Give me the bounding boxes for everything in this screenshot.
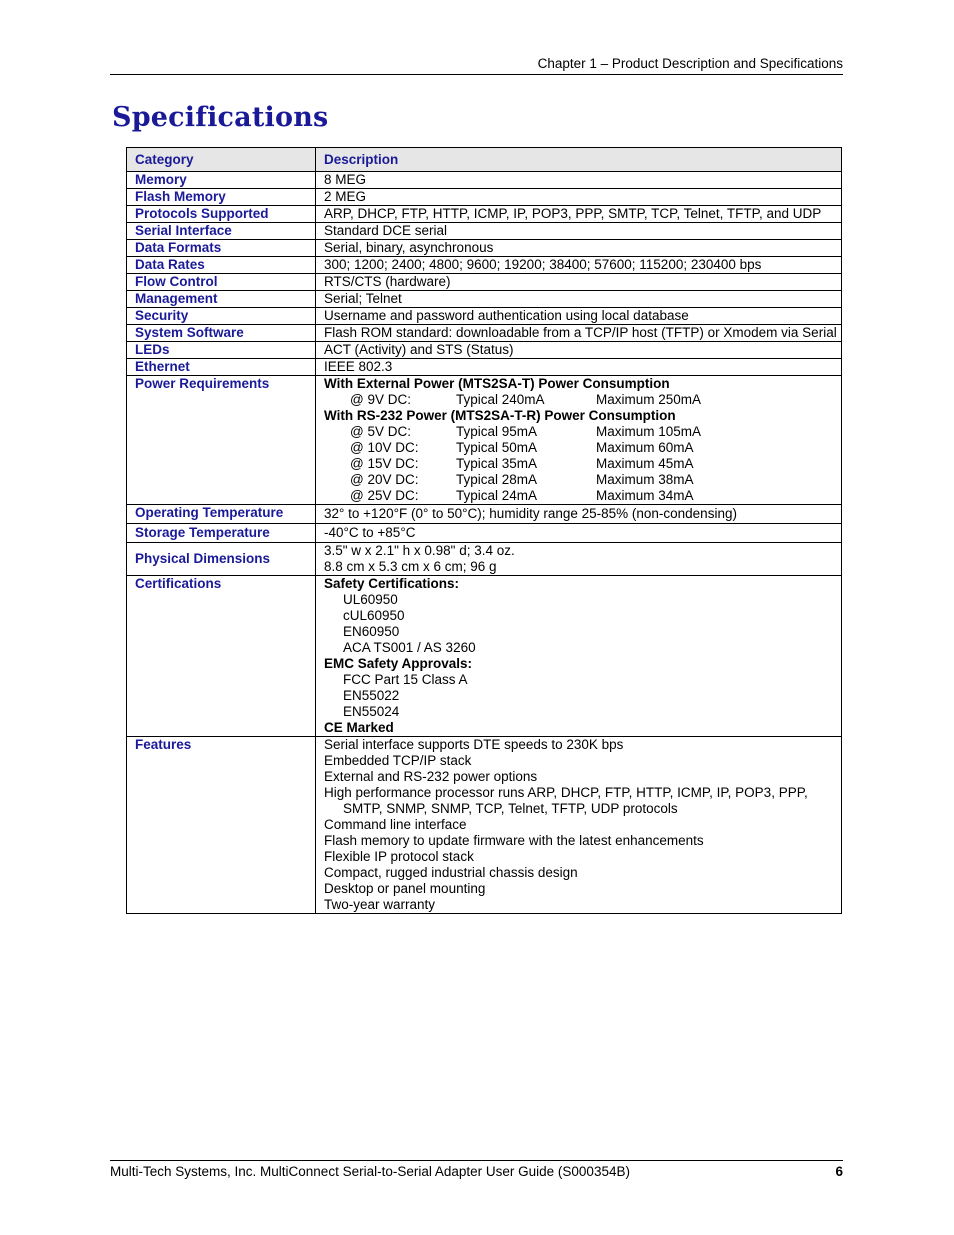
row-description: Username and password authentication using local database xyxy=(316,308,842,325)
feature-item: Two-year warranty xyxy=(324,897,436,912)
power-requirements-row xyxy=(127,376,842,505)
power-typical: Typical 95mA xyxy=(456,424,538,439)
chapter-title: Chapter 1 – Product Description and Specifications xyxy=(537,56,843,71)
row-category: Memory xyxy=(127,172,316,189)
certification-item: EN55022 xyxy=(343,688,400,703)
row-description: 8 MEG xyxy=(316,172,842,189)
row-category: Data Rates xyxy=(127,257,316,274)
row-description: 300; 1200; 2400; 4800; 9600; 19200; 38400; 57600; 115200; 230400 bps xyxy=(316,257,842,274)
row-description: Standard DCE serial xyxy=(316,223,842,240)
row-category: Features xyxy=(127,737,316,914)
ce-marked: CE Marked xyxy=(324,720,394,735)
power-typical: Typical 24mA xyxy=(456,488,538,503)
description-header: Description xyxy=(316,148,842,172)
power-typical: Typical 28mA xyxy=(456,472,538,487)
row-category: Data Formats xyxy=(127,240,316,257)
row-category: System Software xyxy=(127,325,316,342)
row-description: RTS/CTS (hardware) xyxy=(316,274,842,291)
features-row xyxy=(127,737,842,914)
row-category: Protocols Supported xyxy=(127,206,316,223)
power-maximum: Maximum 60mA xyxy=(596,440,694,455)
row-category: Storage Temperature xyxy=(127,524,316,543)
row-category: Serial Interface xyxy=(127,223,316,240)
feature-item: Flash memory to update firmware with the latest enhancements xyxy=(324,833,704,848)
dimensions-imperial: 3.5" w x 2.1" h x 0.98" d; 3.4 oz. xyxy=(324,543,515,558)
power-line xyxy=(324,456,841,472)
row-description: ARP, DHCP, FTP, HTTP, ICMP, IP, POP3, PPP, SMTP, TCP, Telnet, TFTP, and UDP xyxy=(316,206,842,223)
table-row xyxy=(127,274,842,291)
power-typical: Typical 240mA xyxy=(456,392,545,407)
rs232-power-heading: With RS-232 Power (MTS2SA-T-R) Power Consumption xyxy=(324,408,676,423)
table-row xyxy=(127,342,842,359)
row-category: Ethernet xyxy=(127,359,316,376)
features-description xyxy=(316,737,842,914)
page-title: Specifications xyxy=(112,102,329,133)
table-row xyxy=(127,257,842,274)
table-row xyxy=(127,524,842,543)
certifications-row xyxy=(127,576,842,737)
table-row xyxy=(127,359,842,376)
power-description xyxy=(316,376,842,505)
external-power-heading: With External Power (MTS2SA-T) Power Consumption xyxy=(324,376,670,391)
table-header-row xyxy=(127,148,842,172)
row-category: Management xyxy=(127,291,316,308)
table-row xyxy=(127,325,842,342)
power-typical: Typical 35mA xyxy=(456,456,538,471)
safety-heading: Safety Certifications: xyxy=(324,576,460,591)
row-description: Serial, binary, asynchronous xyxy=(316,240,842,257)
table-row xyxy=(127,543,842,576)
table-row xyxy=(127,206,842,223)
row-category: Operating Temperature xyxy=(127,505,316,524)
row-description: 2 MEG xyxy=(316,189,842,206)
row-description: 32° to +120°F (0° to 50°C); humidity range 25-85% (non-condensing) xyxy=(316,505,842,524)
power-voltage: @ 10V DC: xyxy=(350,440,419,455)
row-description: IEEE 802.3 xyxy=(316,359,842,376)
dimensions-metric: 8.8 cm x 5.3 cm x 6 cm; 96 g xyxy=(324,559,497,574)
page-footer xyxy=(110,1160,843,1179)
page-number: 6 xyxy=(835,1164,843,1179)
power-line xyxy=(324,424,841,440)
row-category: Power Requirements xyxy=(127,376,316,505)
row-description: -40°C to +85°C xyxy=(316,524,842,543)
power-line xyxy=(324,392,841,408)
power-line xyxy=(324,488,841,504)
certification-item: ACA TS001 / AS 3260 xyxy=(343,640,476,655)
feature-item: High performance processor runs ARP, DHCP, FTP, HTTP, ICMP, IP, POP3, PPP, SMTP, SNMP, SNMP, TCP, Telnet, TFTP, UDP protocols xyxy=(324,785,808,816)
feature-item: Command line interface xyxy=(324,817,467,832)
footer-text: Multi-Tech Systems, Inc. MultiConnect Serial-to-Serial Adapter User Guide (S000354B) xyxy=(110,1164,630,1179)
power-maximum: Maximum 38mA xyxy=(596,472,694,487)
table-row xyxy=(127,223,842,240)
power-voltage: @ 5V DC: xyxy=(350,424,411,439)
power-voltage: @ 15V DC: xyxy=(350,456,419,471)
certification-item: cUL60950 xyxy=(343,608,405,623)
table-row xyxy=(127,189,842,206)
power-voltage: @ 9V DC: xyxy=(350,392,411,407)
table-row xyxy=(127,291,842,308)
row-category: Flash Memory xyxy=(127,189,316,206)
row-description: ACT (Activity) and STS (Status) xyxy=(316,342,842,359)
power-voltage: @ 25V DC: xyxy=(350,488,419,503)
specifications-table xyxy=(126,147,842,914)
row-category: Physical Dimensions xyxy=(127,543,316,576)
power-maximum: Maximum 45mA xyxy=(596,456,694,471)
power-maximum: Maximum 250mA xyxy=(596,392,702,407)
certification-item: EN60950 xyxy=(343,624,400,639)
feature-item: Desktop or panel mounting xyxy=(324,881,486,896)
row-description xyxy=(316,543,842,576)
feature-item: Flexible IP protocol stack xyxy=(324,849,474,864)
power-voltage: @ 20V DC: xyxy=(350,472,419,487)
table-row xyxy=(127,172,842,189)
row-category: Flow Control xyxy=(127,274,316,291)
table-row xyxy=(127,240,842,257)
power-line xyxy=(324,440,841,456)
power-maximum: Maximum 34mA xyxy=(596,488,694,503)
category-header: Category xyxy=(127,148,316,172)
power-line xyxy=(324,472,841,488)
row-category: Certifications xyxy=(127,576,316,737)
power-maximum: Maximum 105mA xyxy=(596,424,702,439)
emc-heading: EMC Safety Approvals: xyxy=(324,656,473,671)
feature-item: External and RS-232 power options xyxy=(324,769,538,784)
page-header xyxy=(110,56,843,75)
row-category: LEDs xyxy=(127,342,316,359)
certification-item: FCC Part 15 Class A xyxy=(343,672,468,687)
certification-item: EN55024 xyxy=(343,704,400,719)
row-description: Flash ROM standard: downloadable from a TCP/IP host (TFTP) or Xmodem via Serial xyxy=(316,325,842,342)
certification-item: UL60950 xyxy=(343,592,398,607)
power-typical: Typical 50mA xyxy=(456,440,538,455)
feature-item: Compact, rugged industrial chassis design xyxy=(324,865,578,880)
feature-item: Embedded TCP/IP stack xyxy=(324,753,472,768)
row-category: Security xyxy=(127,308,316,325)
certifications-description xyxy=(316,576,842,737)
table-row xyxy=(127,505,842,524)
row-description: Serial; Telnet xyxy=(316,291,842,308)
table-row xyxy=(127,308,842,325)
feature-item: Serial interface supports DTE speeds to 230K bps xyxy=(324,737,624,752)
